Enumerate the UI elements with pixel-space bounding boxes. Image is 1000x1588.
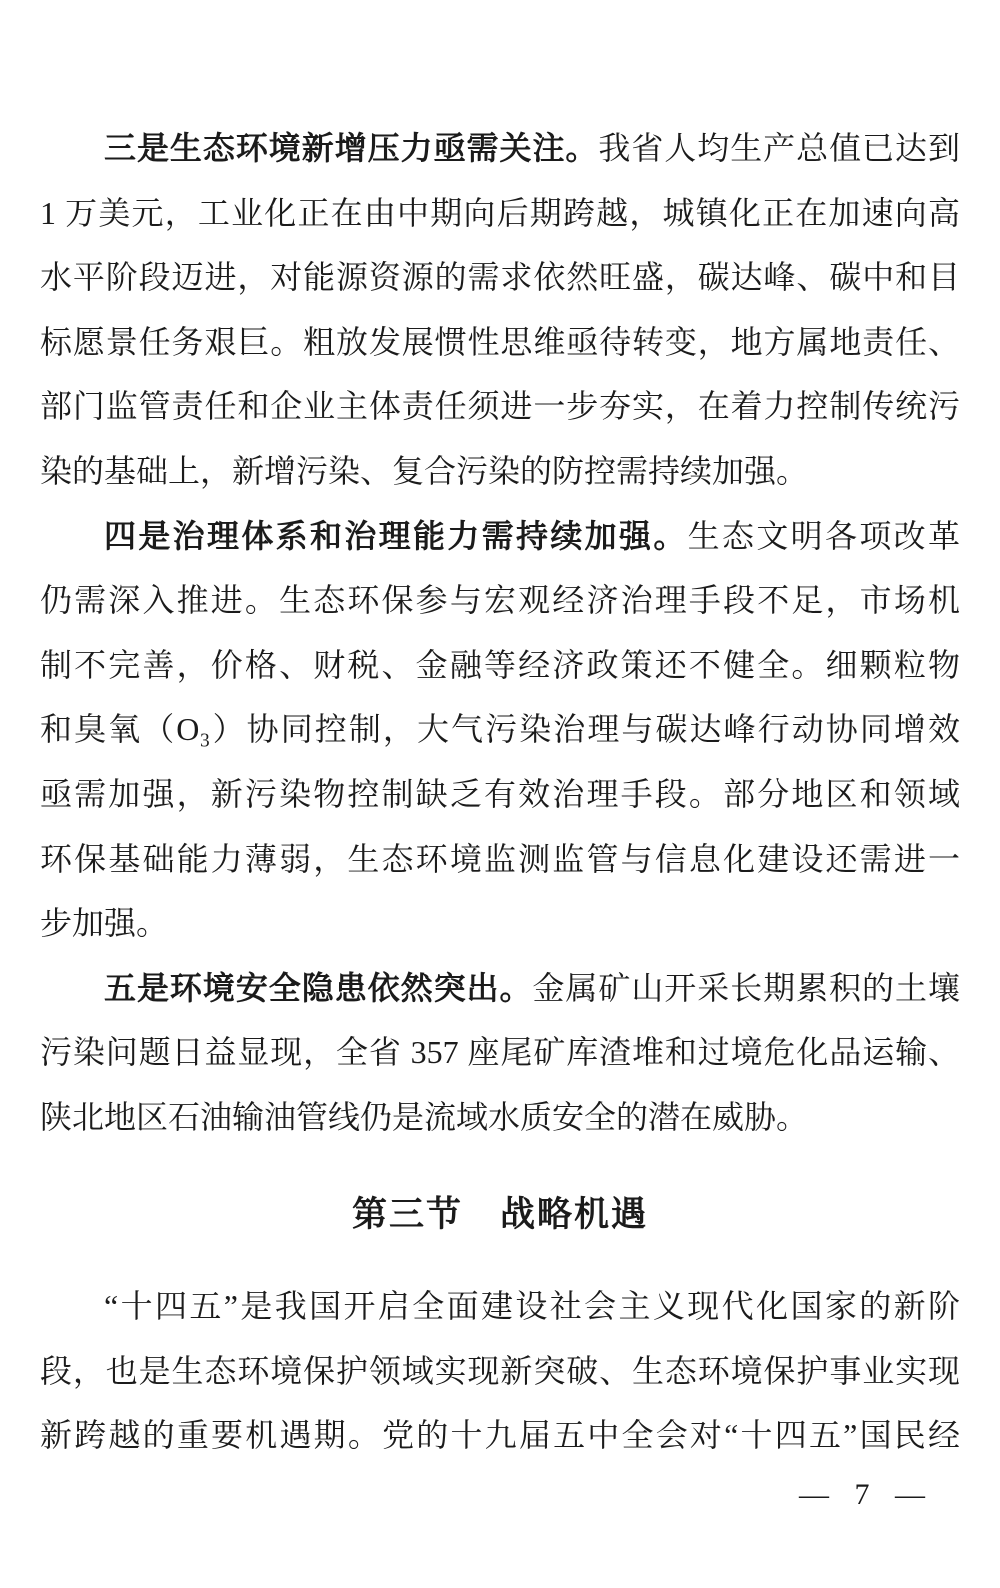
text-line: 仍需深入推进。生态环保参与宏观经济治理手段不足，市场机 — [40, 582, 960, 619]
text-line — [40, 116, 960, 181]
text-line: 标愿景任务艰巨。粗放发展惯性思维亟待转变，地方属地责任、 — [40, 323, 960, 360]
paragraph-text: 金属矿山开采长期累积的土壤 — [532, 969, 960, 1006]
page-number: — 7 — — [799, 1478, 928, 1511]
text-line: 制不完善，价格、财税、金融等经济政策还不健全。细颗粒物 — [40, 646, 960, 683]
text-line: 染的基础上，新增污染、复合污染的防控需持续加强。 — [40, 452, 809, 489]
paragraph-lead-bold: 四是治理体系和治理能力需持续加强。 — [104, 517, 688, 554]
text-line: 水平阶段迈进，对能源资源的需求依然旺盛，碳达峰、碳中和目 — [40, 259, 960, 296]
text-line: 和臭氧（O₃）协同控制，大气污染治理与碳达峰行动协同增效 — [40, 711, 960, 748]
paragraph-text: 生态文明各项改革 — [687, 517, 960, 554]
text-line: 1 万美元，工业化正在由中期向后期跨越，城镇化正在加速向高 — [40, 194, 960, 231]
paragraph — [40, 504, 960, 956]
text-line: 亟需加强，新污染物控制缺乏有效治理手段。部分地区和领域 — [40, 775, 960, 812]
text-line: 步加强。 — [40, 905, 169, 942]
text-line: 环保基础能力薄弱，生态环境监测监管与信息化建设还需进一 — [40, 840, 960, 877]
paragraph-text: 我省人均生产总值已达到 — [598, 130, 960, 166]
paragraph — [40, 956, 960, 1150]
paragraph-lead-bold: 五是环境安全隐患依然突出。 — [104, 969, 533, 1006]
section-heading: 第三节 战略机遇 — [351, 1194, 648, 1234]
text-line: “十四五”是我国开启全面建设社会主义现代化国家的新阶 — [104, 1288, 960, 1325]
paragraph — [40, 116, 960, 504]
paragraph — [40, 1274, 960, 1468]
text-line — [40, 956, 960, 1021]
page-content — [40, 116, 960, 1468]
text-line: 新跨越的重要机遇期。党的十九届五中全会对“十四五”国民经 — [40, 1417, 960, 1454]
text-line — [40, 504, 960, 569]
text-line: 部门监管责任和企业主体责任须进一步夯实，在着力控制传统污 — [40, 388, 960, 425]
text-line: 陕北地区石油输油管线仍是流域水质安全的潜在威胁。 — [40, 1098, 809, 1135]
paragraph-lead-bold: 三是生态环境新增压力亟需关注。 — [104, 130, 599, 166]
text-line: 污染问题日益显现，全省 357 座尾矿库渣堆和过境危化品运输、 — [40, 1034, 960, 1071]
text-line: 段，也是生态环境保护领域实现新突破、生态环境保护事业实现 — [40, 1352, 960, 1389]
